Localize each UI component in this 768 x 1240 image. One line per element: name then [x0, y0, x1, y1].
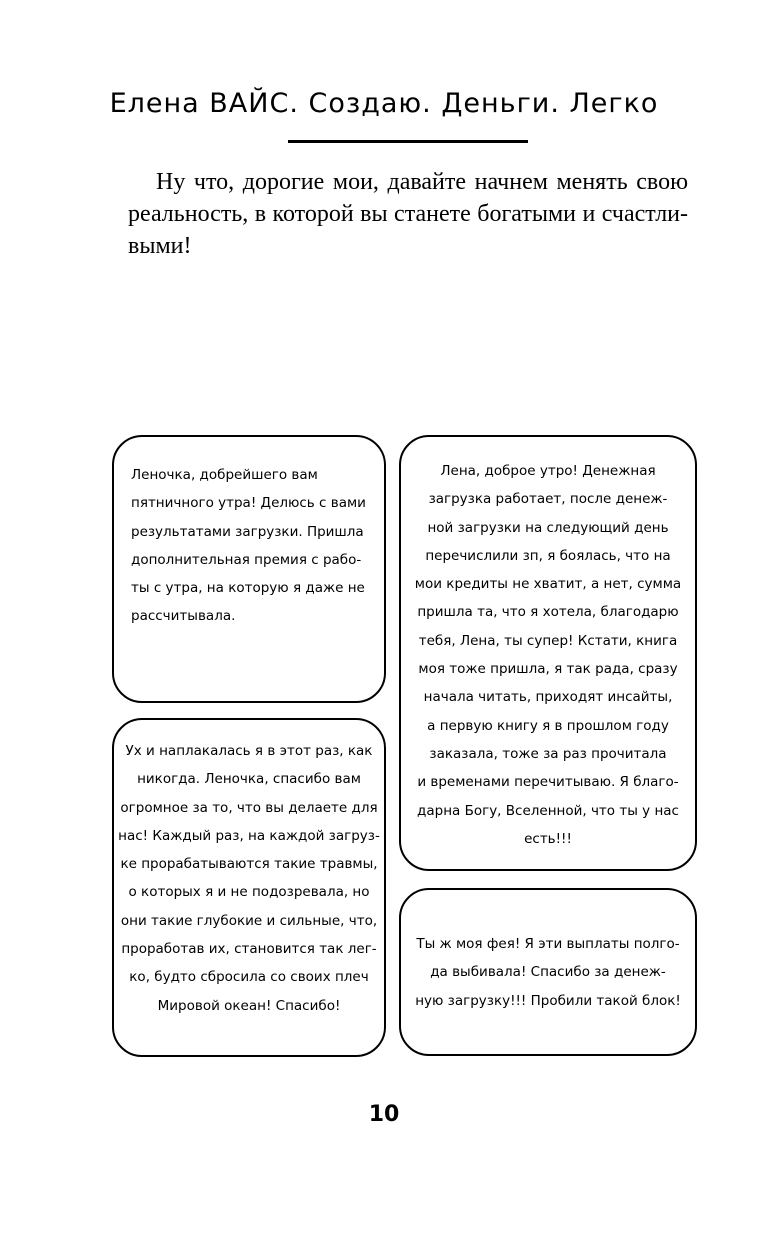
testimonial-line: начала читать, приходят инсайты, — [423, 689, 673, 706]
testimonial-text — [114, 737, 384, 1020]
intro-line: реальность, в которой вы станете богатыми и счастли- — [128, 201, 688, 227]
testimonial-line: ко, будто сбросила со своих плеч — [129, 969, 369, 986]
testimonial-line: дарна Богу, Вселенной, что ты у нас — [417, 802, 679, 819]
intro-line: выми! — [128, 233, 192, 259]
testimonial-line: о которых я и не подозревала, но — [128, 884, 370, 901]
testimonial-line: заказала, тоже за раз прочитала — [429, 745, 667, 762]
testimonial-line: есть!!! — [524, 830, 572, 847]
testimonial-line: тебя, Лена, ты супер! Кстати, книга — [418, 632, 678, 649]
testimonial-line: огромное за то, что вы делаете для — [120, 799, 378, 816]
page-number: 10 — [368, 1102, 400, 1127]
testimonial-line: загрузка работает, после денеж- — [428, 491, 668, 508]
testimonial-line: моя тоже пришла, я так рада, сразу — [418, 661, 678, 678]
testimonial-line: пятничного утра! Делюсь с вами — [131, 495, 366, 512]
intro-line: Ну что, дорогие мои, давайте начнем менять свою — [156, 169, 688, 195]
testimonial-line: нас! Каждый раз, на каждой загруз- — [118, 827, 380, 844]
testimonial-line: рассчитывала. — [131, 608, 236, 625]
testimonial-line: результатами загрузки. Пришла — [131, 523, 364, 540]
testimonial-line: а первую книгу я в прошлом году — [427, 717, 669, 734]
testimonial-line: Леночка, добрейшего вам — [131, 467, 318, 483]
testimonial-line: да выбивала! Спасибо за денеж- — [430, 964, 666, 981]
testimonial-text — [401, 930, 695, 1015]
testimonial-line: мои кредиты не хватит, а нет, сумма — [414, 576, 682, 593]
testimonial-line: и временами перечитываю. Я благо- — [417, 774, 679, 791]
running-header-title: Елена ВАЙС. Создаю. Деньги. Легко — [109, 88, 659, 119]
testimonial-line: дополнительная премия с рабо- — [131, 551, 362, 568]
testimonial-line: проработав их, становится так лег- — [121, 941, 377, 958]
testimonial-line: перечислили зп, я боялась, что на — [425, 547, 671, 564]
testimonial-line: Ты ж моя фея! Я эти выплаты полго- — [416, 936, 680, 952]
testimonial-line: Лена, доброе утро! Денежная — [440, 463, 656, 479]
testimonial-bubble — [112, 435, 386, 703]
testimonial-line: ты с утра, на которую я даже не — [131, 580, 365, 597]
testimonial-line: ке прорабатываются такие травмы, — [120, 856, 378, 873]
testimonial-bubble — [399, 435, 697, 871]
testimonial-line: Мировой океан! Спасибо! — [157, 997, 341, 1014]
testimonial-text — [401, 457, 695, 853]
testimonial-bubble — [399, 888, 697, 1056]
testimonial-line: ной загрузки на следующий день — [427, 519, 669, 536]
testimonial-text — [114, 461, 384, 631]
testimonial-line: ную загрузку!!! Пробили такой блок! — [415, 992, 681, 1009]
intro-paragraph — [128, 166, 688, 262]
header-divider — [288, 140, 528, 143]
testimonial-line: никогда. Леночка, спасибо вам — [137, 771, 361, 788]
testimonial-bubble — [112, 718, 386, 1057]
testimonial-line: они такие глубокие и сильные, что, — [120, 912, 378, 929]
testimonial-line: Ух и наплакалась я в этот раз, как — [125, 743, 373, 759]
testimonial-line: пришла та, что я хотела, благодарю — [417, 604, 679, 621]
